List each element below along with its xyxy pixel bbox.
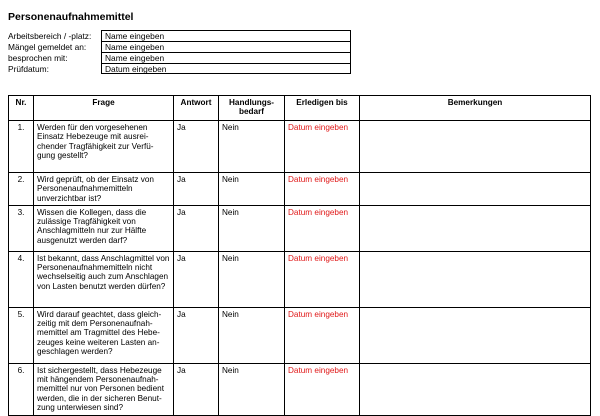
besprochen-mit-field[interactable]: Name eingeben <box>101 52 351 63</box>
table-row <box>9 205 591 251</box>
question-cell: Ist sichergestellt, dass Hebezeuge mit hängendem Personenaufnah-memittel nur von Personen bedient werden, die in der sicheren Benut-zung unterwiesen sind? <box>34 363 174 415</box>
answer-cell[interactable]: Ja <box>174 307 219 363</box>
question-cell: Ist bekannt, dass Anschlagmittel von Personenaufnahmemitteln nicht wechselseitig auch zum Anschlagen von Lasten benutzt werden dürfen? <box>34 251 174 307</box>
answer-cell[interactable]: Ja <box>174 363 219 415</box>
header-nr: Nr. <box>9 96 34 121</box>
document-title: Personenaufnahmemittel <box>8 11 134 23</box>
info-row-pruefdatum <box>8 63 351 74</box>
info-label: Mängel gemeldet an: <box>8 41 87 52</box>
info-label: Prüfdatum: <box>8 63 49 74</box>
pruefdatum-field[interactable]: Datum eingeben <box>101 63 351 74</box>
remarks-cell[interactable] <box>360 173 591 206</box>
action-needed-cell[interactable]: Nein <box>219 251 285 307</box>
question-cell: Wird darauf geachtet, dass gleich-zeitig mit dem Personenaufnah-memittel am Tragmittel des Hebe-zeuges keine weiteren Lasten an-geschlagen werden? <box>34 307 174 363</box>
action-needed-cell[interactable]: Nein <box>219 205 285 251</box>
header-handlungsbedarf: Handlungs-bedarf <box>219 96 285 121</box>
due-date-cell[interactable]: Datum eingeben <box>285 173 360 206</box>
remarks-cell[interactable] <box>360 307 591 363</box>
action-needed-cell[interactable]: Nein <box>219 173 285 206</box>
due-date-cell[interactable]: Datum eingeben <box>285 307 360 363</box>
table-row <box>9 363 591 415</box>
due-date-cell[interactable]: Datum eingeben <box>285 121 360 173</box>
action-needed-cell[interactable]: Nein <box>219 121 285 173</box>
header-erledigen: Erledigen bis <box>285 96 360 121</box>
row-number: 6. <box>9 363 34 415</box>
info-label: Arbeitsbereich / -platz: <box>8 30 92 41</box>
info-block <box>8 30 351 74</box>
row-number: 5. <box>9 307 34 363</box>
row-number: 3. <box>9 205 34 251</box>
action-needed-cell[interactable]: Nein <box>219 307 285 363</box>
action-needed-cell[interactable]: Nein <box>219 363 285 415</box>
question-cell: Werden für den vorgesehenen Einsatz Hebezeuge mit ausrei-chender Tragfähigkeit zur Verfü-gung gestellt? <box>34 121 174 173</box>
table-row <box>9 121 591 173</box>
table-row <box>9 173 591 206</box>
info-label: besprochen mit: <box>8 52 68 63</box>
answer-cell[interactable]: Ja <box>174 251 219 307</box>
header-antwort: Antwort <box>174 96 219 121</box>
remarks-cell[interactable] <box>360 121 591 173</box>
answer-cell[interactable]: Ja <box>174 205 219 251</box>
table-row <box>9 307 591 363</box>
row-number: 2. <box>9 173 34 206</box>
row-number: 1. <box>9 121 34 173</box>
arbeitsbereich-field[interactable]: Name eingeben <box>101 30 351 41</box>
due-date-cell[interactable]: Datum eingeben <box>285 205 360 251</box>
due-date-cell[interactable]: Datum eingeben <box>285 363 360 415</box>
maengel-gemeldet-field[interactable]: Name eingeben <box>101 41 351 52</box>
remarks-cell[interactable] <box>360 251 591 307</box>
remarks-cell[interactable] <box>360 363 591 415</box>
info-row-besprochen <box>8 52 351 63</box>
question-cell: Wissen die Kollegen, dass die zulässige Tragfähigkeit von Anschlagmitteln nur zur Hälfte ausgenutzt werden darf? <box>34 205 174 251</box>
checklist-table <box>8 95 591 416</box>
info-row-maengel <box>8 41 351 52</box>
question-cell: Wird geprüft, ob der Einsatz von Personenaufnahmemitteln unverzichtbar ist? <box>34 173 174 206</box>
answer-cell[interactable]: Ja <box>174 121 219 173</box>
answer-cell[interactable]: Ja <box>174 173 219 206</box>
due-date-cell[interactable]: Datum eingeben <box>285 251 360 307</box>
header-bemerkungen: Bemerkungen <box>360 96 591 121</box>
remarks-cell[interactable] <box>360 205 591 251</box>
header-frage: Frage <box>34 96 174 121</box>
table-header-row <box>9 96 591 121</box>
table-row <box>9 251 591 307</box>
row-number: 4. <box>9 251 34 307</box>
info-row-arbeitsbereich <box>8 30 351 41</box>
